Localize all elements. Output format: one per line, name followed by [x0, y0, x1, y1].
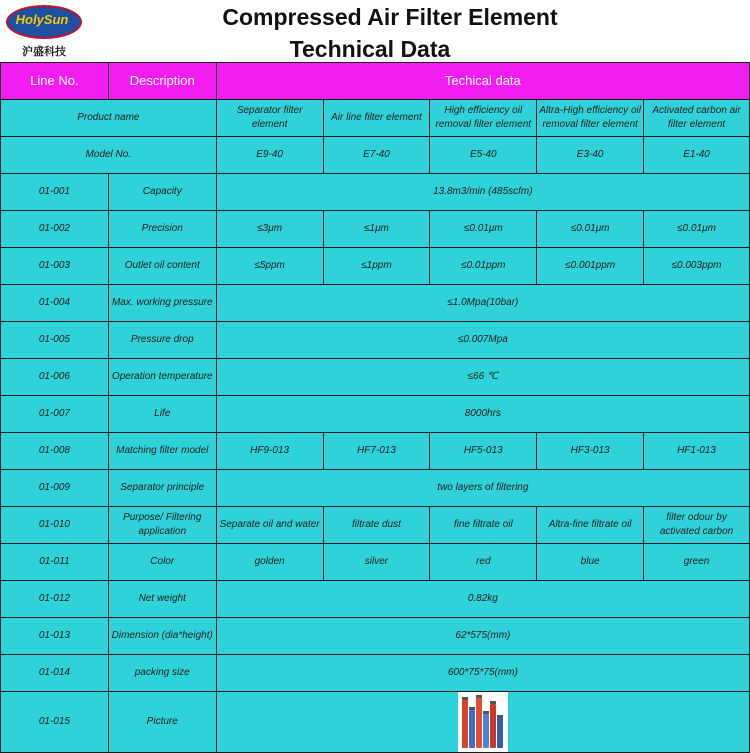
filter-element-icon: [483, 714, 489, 748]
row-value: 8000hrs: [216, 396, 749, 433]
filter-end-cap-icon: [497, 715, 503, 718]
row-value: 600*75*75(mm): [216, 655, 749, 692]
row-value: HF1-013: [644, 433, 750, 470]
row-description: Life: [108, 396, 216, 433]
table-row-separator-principle: [1, 470, 750, 507]
row-value: Altra-fine filtrate oil: [537, 507, 644, 544]
table-row-precision: [1, 211, 750, 248]
table-row-matching-model: [1, 433, 750, 470]
row-value: fine filtrate oil: [430, 507, 537, 544]
table-row-life: [1, 396, 750, 433]
table-row-dimension: [1, 618, 750, 655]
row-value: ≤1ppm: [323, 248, 430, 285]
row-value: two layers of filtering: [216, 470, 749, 507]
filter-element-icon: [462, 700, 468, 748]
row-value: filtrate dust: [323, 507, 430, 544]
table-header-row: [1, 63, 750, 100]
filter-element-icon: [476, 698, 482, 748]
table-row-max-pressure: [1, 285, 750, 322]
header-technical-data: Techical data: [216, 63, 749, 100]
line-number: 01-007: [1, 396, 109, 433]
row-value: 13.8m3/min (485scfm): [216, 174, 749, 211]
row-description: packing size: [108, 655, 216, 692]
row-description: Color: [108, 544, 216, 581]
row-value: 0.82kg: [216, 581, 749, 618]
model-no-cell: E1-40: [644, 137, 750, 174]
filter-element-icon: [497, 718, 503, 748]
line-number: 01-011: [1, 544, 109, 581]
table-row-color: [1, 544, 750, 581]
row-description: Outlet oil content: [108, 248, 216, 285]
line-number: 01-001: [1, 174, 109, 211]
row-value: Separate oil and water: [216, 507, 323, 544]
product-name-cell: Separator filter element: [216, 100, 323, 137]
row-value: blue: [537, 544, 644, 581]
product-name-cell: High efficiency oil removal filter element: [430, 100, 537, 137]
row-value: red: [430, 544, 537, 581]
row-value: ≤0.003ppm: [644, 248, 750, 285]
row-value: silver: [323, 544, 430, 581]
row-value: ≤1μm: [323, 211, 430, 248]
page-subtitle: Technical Data: [289, 36, 451, 62]
model-no-cell: E5-40: [430, 137, 537, 174]
row-value: HF3-013: [537, 433, 644, 470]
row-value: ≤66 ℃: [216, 359, 749, 396]
row-description: Operation temperature: [108, 359, 216, 396]
row-value: 62*575(mm): [216, 618, 749, 655]
filter-end-cap-icon: [483, 711, 489, 714]
row-value: ≤0.01μm: [644, 211, 750, 248]
row-value: ≤0.001ppm: [537, 248, 644, 285]
logo-subtitle: 沪盛科技: [22, 46, 66, 58]
model-no-cell: E3-40: [537, 137, 644, 174]
table-row-pressure-drop: [1, 322, 750, 359]
row-value: ≤0.01μm: [430, 211, 537, 248]
product-name-cell: Altra-High efficiency oil removal filter element: [537, 100, 644, 137]
row-value: HF7-013: [323, 433, 430, 470]
row-value: ≤0.007Mpa: [216, 322, 749, 359]
row-description: Precision: [108, 211, 216, 248]
filter-element-icon: [490, 704, 496, 748]
table-row-picture: [1, 692, 750, 753]
row-value: HF9-013: [216, 433, 323, 470]
row-value: ≤0.01ppm: [430, 248, 537, 285]
row-description: Dimension (dia*height): [108, 618, 216, 655]
row-description: Net weight: [108, 581, 216, 618]
line-number: 01-015: [1, 692, 109, 753]
table-row-capacity: [1, 174, 750, 211]
row-description: Matching filter model: [108, 433, 216, 470]
table-row-outlet-oil: [1, 248, 750, 285]
product-name-row: [1, 100, 750, 137]
table-row-packing-size: [1, 655, 750, 692]
table-row-operation-temp: [1, 359, 750, 396]
filter-elements-image: [458, 692, 508, 752]
row-description: Max. working pressure: [108, 285, 216, 322]
row-description: Purpose/ Filtering application: [108, 507, 216, 544]
page-header: [0, 0, 750, 62]
model-no-row: [1, 137, 750, 174]
line-number: 01-012: [1, 581, 109, 618]
row-value: ≤5ppm: [216, 248, 323, 285]
line-number: 01-006: [1, 359, 109, 396]
row-description: Picture: [108, 692, 216, 753]
filter-end-cap-icon: [490, 701, 496, 704]
line-number: 01-003: [1, 248, 109, 285]
line-number: 01-009: [1, 470, 109, 507]
page-title: Compressed Air Filter Element: [222, 4, 558, 30]
header-description: Description: [108, 63, 216, 100]
table-row-purpose: [1, 507, 750, 544]
technical-data-table: [0, 62, 750, 753]
row-value: golden: [216, 544, 323, 581]
row-value: filter odour by activated carbon: [644, 507, 750, 544]
filter-end-cap-icon: [476, 695, 482, 698]
model-no-cell: E9-40: [216, 137, 323, 174]
line-number: 01-014: [1, 655, 109, 692]
line-number: 01-002: [1, 211, 109, 248]
logo-brand: HolySun: [15, 12, 69, 27]
model-no-label: Model No.: [1, 137, 217, 174]
filter-element-icon: [469, 710, 475, 748]
filter-end-cap-icon: [469, 707, 475, 710]
row-value: ≤0.01μm: [537, 211, 644, 248]
line-number: 01-005: [1, 322, 109, 359]
product-name-cell: Air line filter element: [323, 100, 430, 137]
line-number: 01-010: [1, 507, 109, 544]
row-description: Separator principle: [108, 470, 216, 507]
line-number: 01-013: [1, 618, 109, 655]
row-value: HF5-013: [430, 433, 537, 470]
header-line-no: Line No.: [1, 63, 109, 100]
product-name-label: Product name: [1, 100, 217, 137]
row-description: Capacity: [108, 174, 216, 211]
table-row-net-weight: [1, 581, 750, 618]
row-value: ≤1.0Mpa(10bar): [216, 285, 749, 322]
row-description: Pressure drop: [108, 322, 216, 359]
filter-end-cap-icon: [462, 697, 468, 700]
line-number: 01-008: [1, 433, 109, 470]
line-number: 01-004: [1, 285, 109, 322]
row-value: green: [644, 544, 750, 581]
picture-cell: [216, 692, 749, 753]
model-no-cell: E7-40: [323, 137, 430, 174]
row-value: ≤3μm: [216, 211, 323, 248]
product-name-cell: Activated carbon air filter element: [644, 100, 750, 137]
